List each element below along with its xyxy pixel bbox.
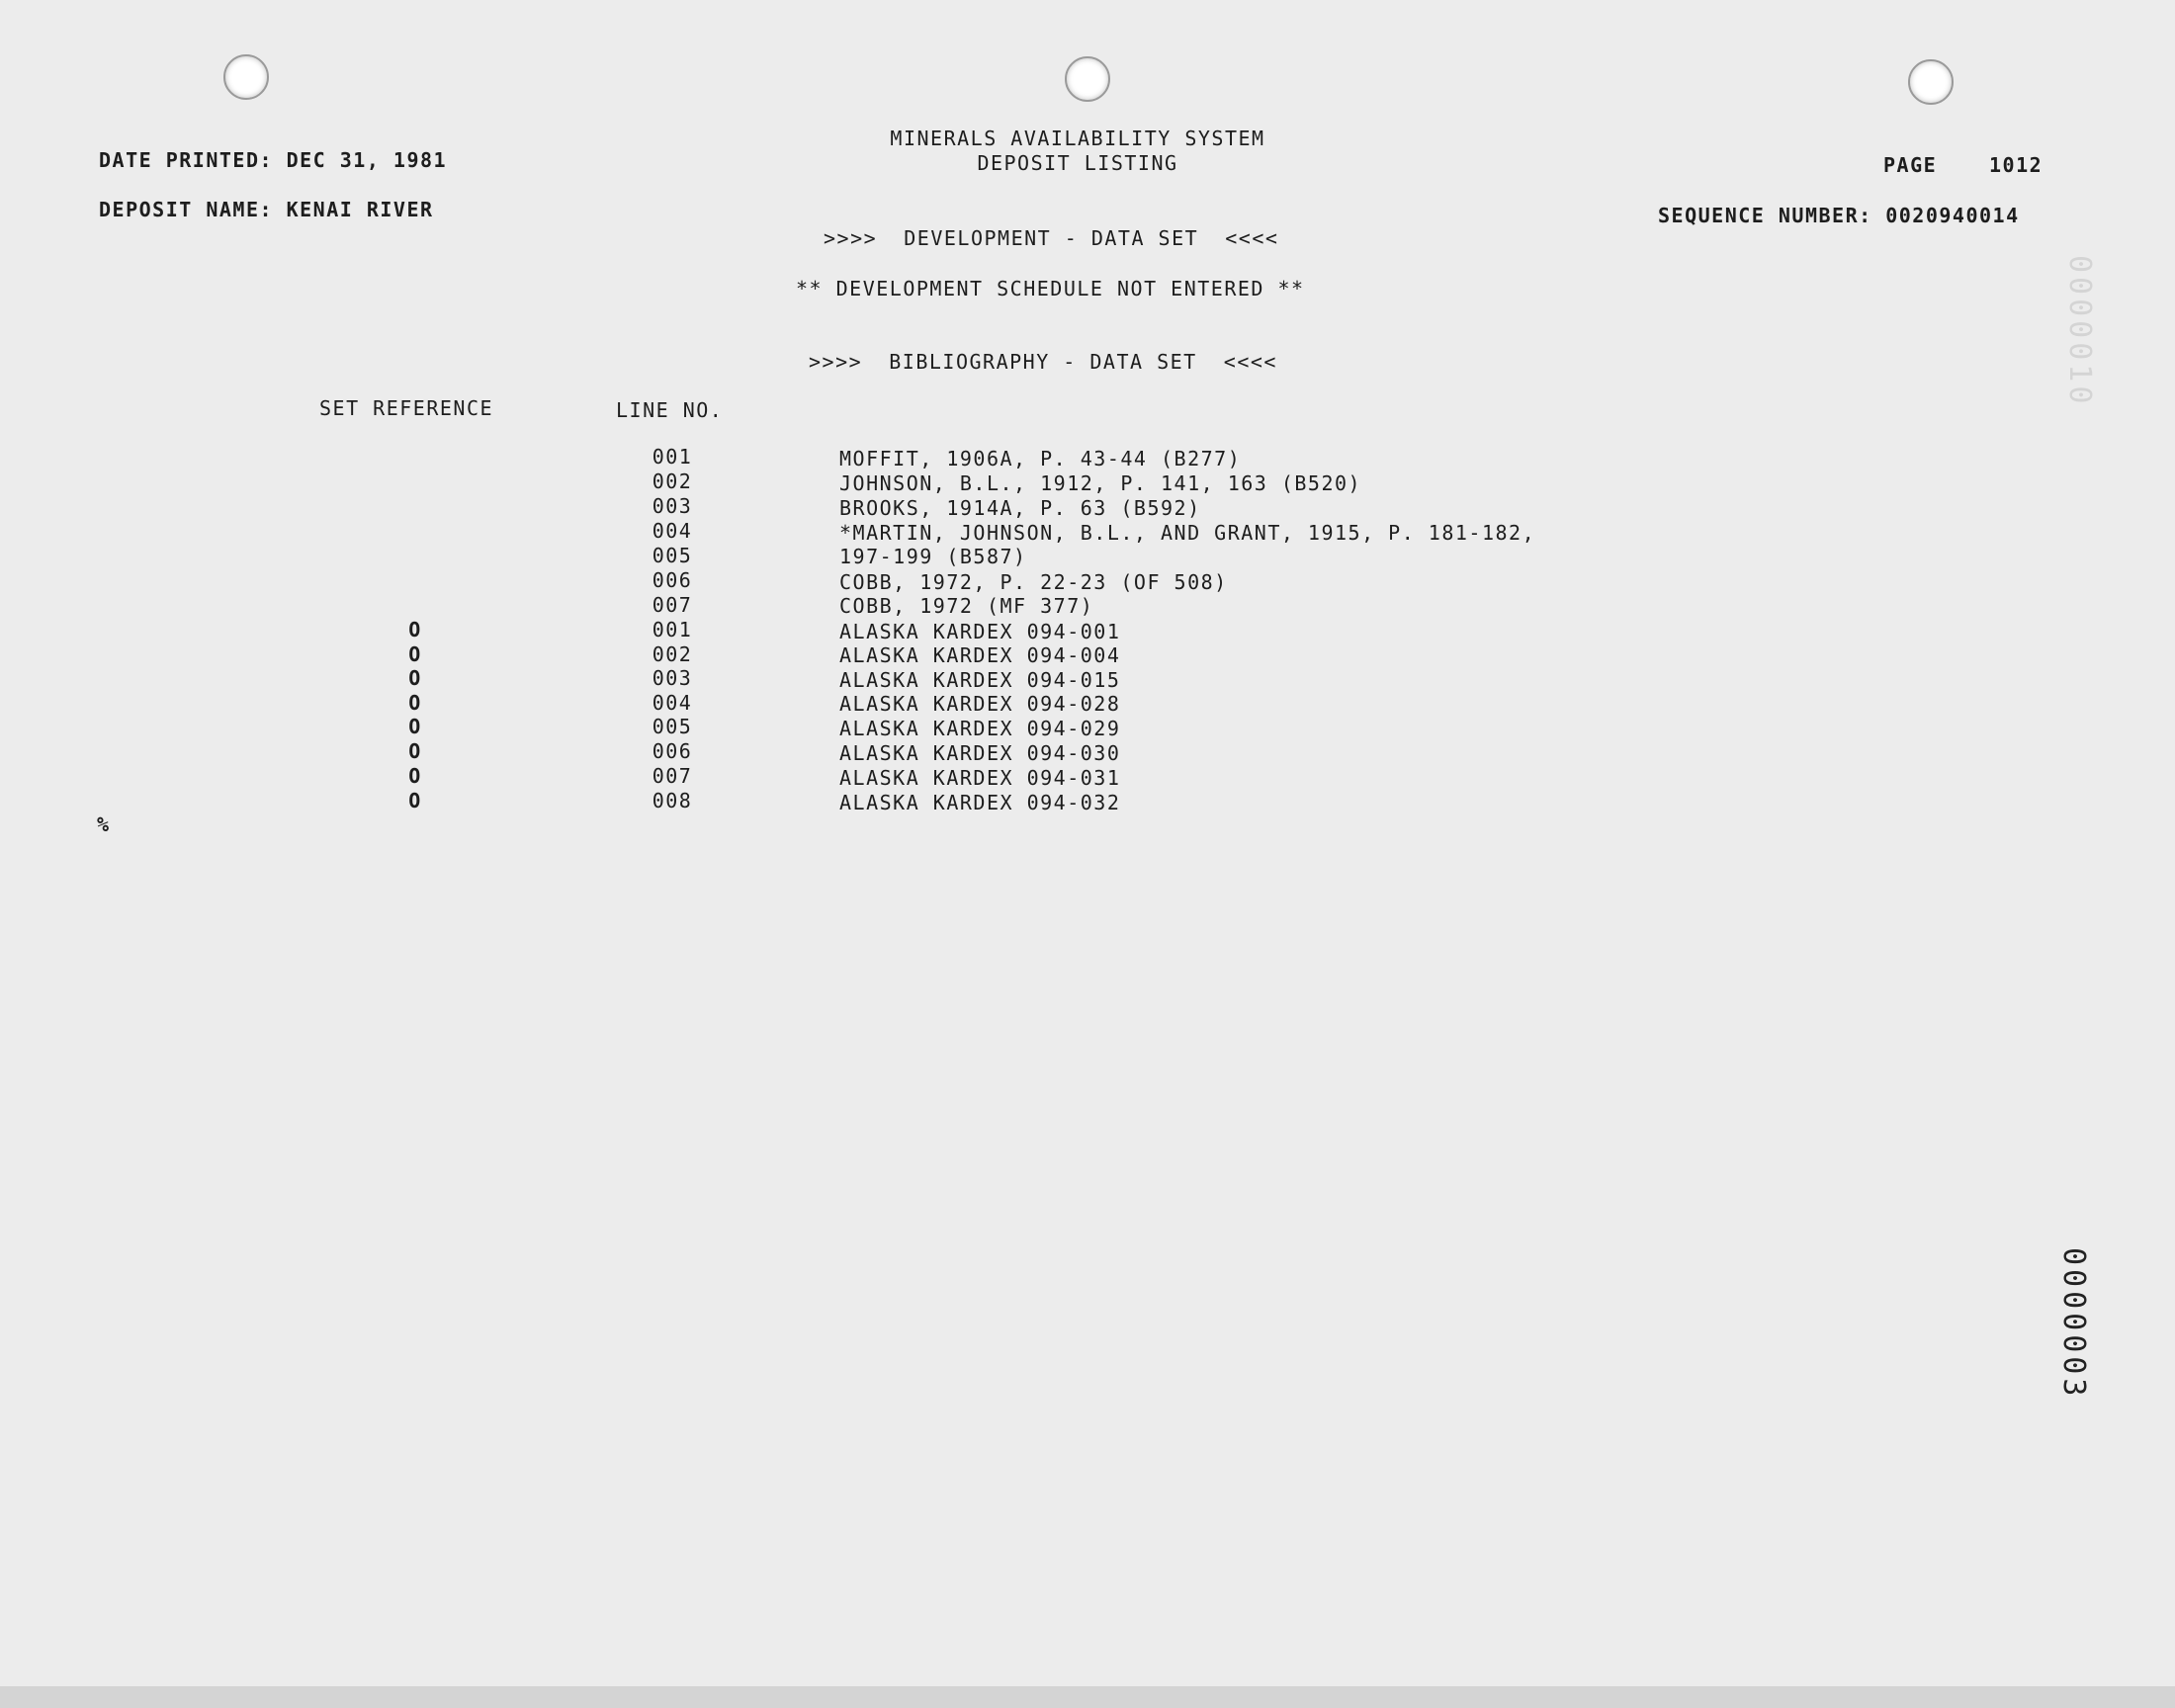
set-reference: O — [408, 618, 422, 641]
reference-text: ALASKA KARDEX 094-004 — [839, 643, 1121, 667]
reference-text: ALASKA KARDEX 094-001 — [839, 620, 1121, 643]
date-printed: DATE PRINTED: DEC 31, 1981 — [99, 148, 448, 172]
line-number: 001 — [652, 445, 693, 469]
set-reference: O — [408, 764, 422, 788]
scan-border — [0, 1686, 2175, 1708]
line-number: 002 — [652, 642, 693, 666]
reference-text: ALASKA KARDEX 094-028 — [839, 692, 1121, 716]
line-number: 002 — [652, 470, 693, 493]
punch-hole-left — [223, 54, 269, 100]
listing-title: DEPOSIT LISTING — [977, 151, 1178, 175]
line-number: 007 — [652, 593, 693, 617]
line-number: 003 — [652, 494, 693, 518]
development-note: ** DEVELOPMENT SCHEDULE NOT ENTERED ** — [796, 277, 1305, 300]
development-heading: >>>> DEVELOPMENT - DATA SET <<<< — [824, 226, 1279, 250]
end-marker: % — [97, 812, 111, 836]
line-number: 006 — [652, 568, 693, 592]
line-number: 007 — [652, 764, 693, 788]
reference-text: JOHNSON, B.L., 1912, P. 141, 163 (B520) — [839, 471, 1362, 495]
reference-text: ALASKA KARDEX 094-015 — [839, 668, 1121, 692]
line-number: 004 — [652, 519, 693, 543]
set-reference: O — [408, 715, 422, 738]
deposit-name: DEPOSIT NAME: KENAI RIVER — [99, 198, 434, 221]
bibliography-heading: >>>> BIBLIOGRAPHY - DATA SET <<<< — [809, 350, 1277, 374]
set-reference: O — [408, 691, 422, 715]
line-number: 006 — [652, 739, 693, 763]
set-reference: O — [408, 789, 422, 812]
page-number: 1012 — [1989, 153, 2044, 177]
reference-text: COBB, 1972, P. 22-23 (OF 508) — [839, 570, 1228, 594]
system-title: MINERALS AVAILABILITY SYSTEM — [890, 127, 1265, 150]
line-number: 003 — [652, 666, 693, 690]
reference-text: *MARTIN, JOHNSON, B.L., AND GRANT, 1915, P. 181-182, — [839, 521, 1536, 545]
reference-text: ALASKA KARDEX 094-029 — [839, 717, 1121, 740]
set-reference: O — [408, 666, 422, 690]
sequence-number: SEQUENCE NUMBER: 0020940014 — [1658, 204, 2020, 227]
margin-stamp-upper: 0000010 — [2062, 255, 2097, 408]
set-reference: O — [408, 739, 422, 763]
reference-text: ALASKA KARDEX 094-031 — [839, 766, 1121, 790]
set-reference: O — [408, 642, 422, 666]
reference-text: COBB, 1972 (MF 377) — [839, 594, 1094, 618]
column-header-set-reference: SET REFERENCE — [319, 396, 494, 420]
reference-text: ALASKA KARDEX 094-032 — [839, 791, 1121, 814]
punch-hole-center — [1065, 56, 1110, 102]
reference-text: BROOKS, 1914A, P. 63 (B592) — [839, 496, 1201, 520]
reference-text: ALASKA KARDEX 094-030 — [839, 741, 1121, 765]
reference-text: 197-199 (B587) — [839, 545, 1027, 568]
margin-stamp-lower: 0000003 — [2056, 1247, 2091, 1401]
line-number: 004 — [652, 691, 693, 715]
line-number: 001 — [652, 618, 693, 641]
line-number: 005 — [652, 544, 693, 567]
line-number: 008 — [652, 789, 693, 812]
punch-hole-right — [1908, 59, 1954, 105]
column-header-line-no: LINE NO. — [616, 398, 724, 422]
reference-text: MOFFIT, 1906A, P. 43-44 (B277) — [839, 447, 1242, 470]
line-number: 005 — [652, 715, 693, 738]
page-label: PAGE — [1883, 153, 1938, 177]
